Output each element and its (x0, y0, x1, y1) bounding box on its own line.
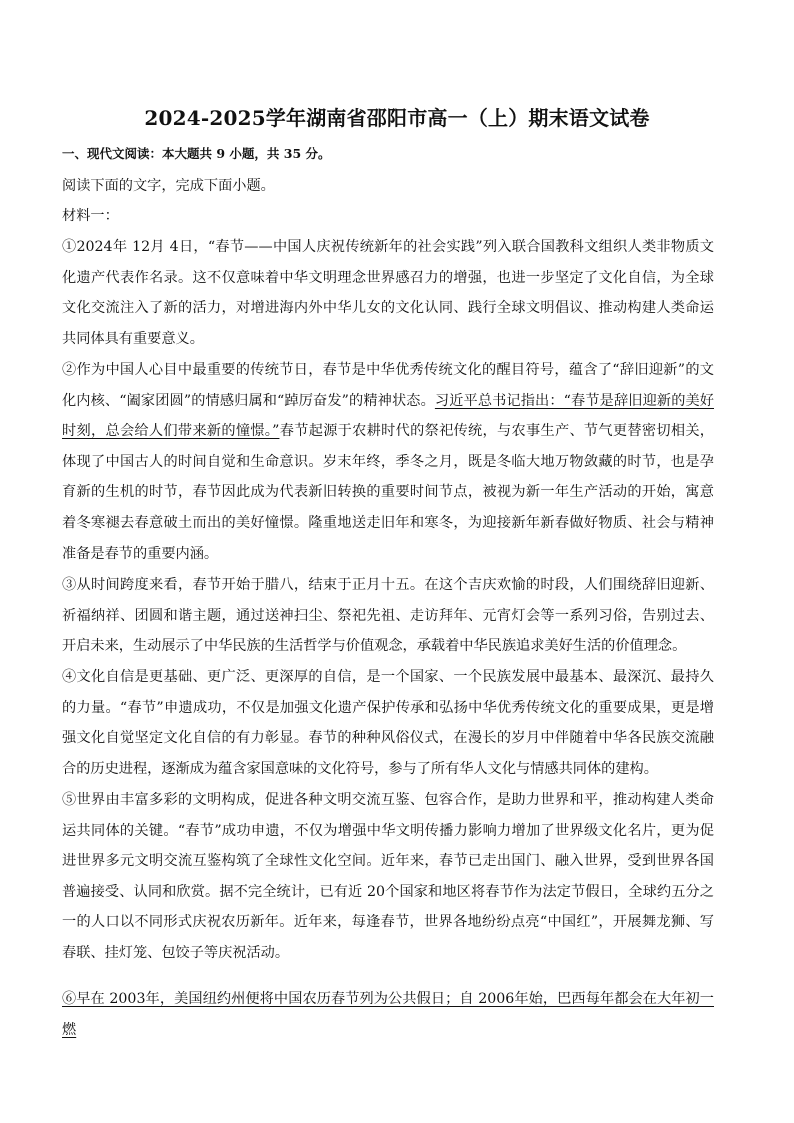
paragraph-2-lead: ②作为中国人心目中最重要的传统节日，春节是中华优秀传统文化的醒目符号，蕴含了“辞旧迎新”的文化内核、“阖家团圆”的情感归属和“踔厉奋发”的精神状态。 (62, 362, 714, 409)
material-label: 材料一： (62, 208, 119, 224)
paragraph-5: ⑤世界由丰富多彩的文明构成，促进各种文明交流互鉴、包容合作，是助力世界和平，推动构建人类命运共同体的关键。“春节”成功申遗，不仅为增强中华文明传播力影响力增加了世界级文化名片，更为促进世界多元文明交流互鉴构筑了全球性文化空间。近年来，春节已走出国门、融入世界，受到世界各国普遍接受、认同和欣赏。据不完全统计，已有近 20个国家和地区将春节作为法定节假日，全球约五分之一的人口以不同形式庆祝农历新年。近年来，每逢春节，世界各地纷纷点亮“中国红”，开展舞龙狮、写春联、挂灯笼、包饺子等庆祝活动。 (62, 792, 714, 961)
paragraph-2-quote: 习近平总书记指出：“春节是辞旧迎新的美好时刻，总会给人们带来新的憧憬。” (62, 392, 714, 440)
paragraph-1: ①2024年 12月 4日，“春节——中国人庆祝传统新年的社会实践”列入联合国教科文组织人类非物质文化遗产代表作名录。这不仅意味着中华文明理念世界感召力的增强，也进一步坚定了文化自信，为全球文化交流注入了新的活力，对增进海内外中华儿女的文化认同、践行全球文明倡议、推动构建人类命运共同体具有重要意义。 (62, 239, 714, 347)
paragraph-3: ③从时间跨度来看，春节开始于腊八，结束于正月十五。在这个吉庆欢愉的时段，人们围绕辞旧迎新、祈福纳祥、团圆和谐主题，通过送神扫尘、祭祀先祖、走访拜年、元宵灯会等一系列习俗，告别过去、开启未来，生动展示了中华民族的生活哲学与价值观念，承载着中华民族追求美好生活的价值理念。 (62, 577, 714, 655)
paragraph-6: ⑥早在 2003年，美国纽约州便将中国农历春节列为公共假日；自 2006年始，巴西每年都会在大年初一燃 (62, 991, 714, 1038)
paragraph-2-body: 春节起源于农耕时代的祭祀传统，与农事生产、节气更替密切相关，体现了中国古人的时间自觉和生命意识。岁末年终，季冬之月，既是冬临大地万物敛藏的时节，也是孕育新的生机的时节，春节因此成为代表新旧转换的重要时间节点，被视为新一年生产活动的开始，寓意着冬寒褪去春意破土而出的美好憧憬。隆重地送走旧年和寒冬，为迎接新年新春做好物质、社会与精神准备是春节的重要内涵。 (62, 423, 714, 562)
section-heading: 一、现代文阅读：本大题共 9 小题，共 35 分。 (62, 146, 331, 161)
reading-instruction: 阅读下面的文字，完成下面小题。 (62, 178, 275, 194)
paragraph-2 (62, 355, 714, 569)
exam-title: 2024-2025学年湖南省邵阳市高一（上）期末语文试卷 (144, 106, 650, 130)
paragraph-4: ④文化自信是更基础、更广泛、更深厚的自信，是一个国家、一个民族发展中最基本、最深沉、最持久的力量。“春节”申遗成功，不仅是加强文化遗产保护传承和弘扬中华优秀传统文化的重要成果，更是增强文化自觉坚定文化自信的有力彰显。春节的种种风俗仪式，在漫长的岁月中伴随着中华各民族交流融合的历史进程，逐渐成为蕴含家国意味的文化符号，参与了所有华人文化与情感共同体的建构。 (62, 669, 714, 777)
